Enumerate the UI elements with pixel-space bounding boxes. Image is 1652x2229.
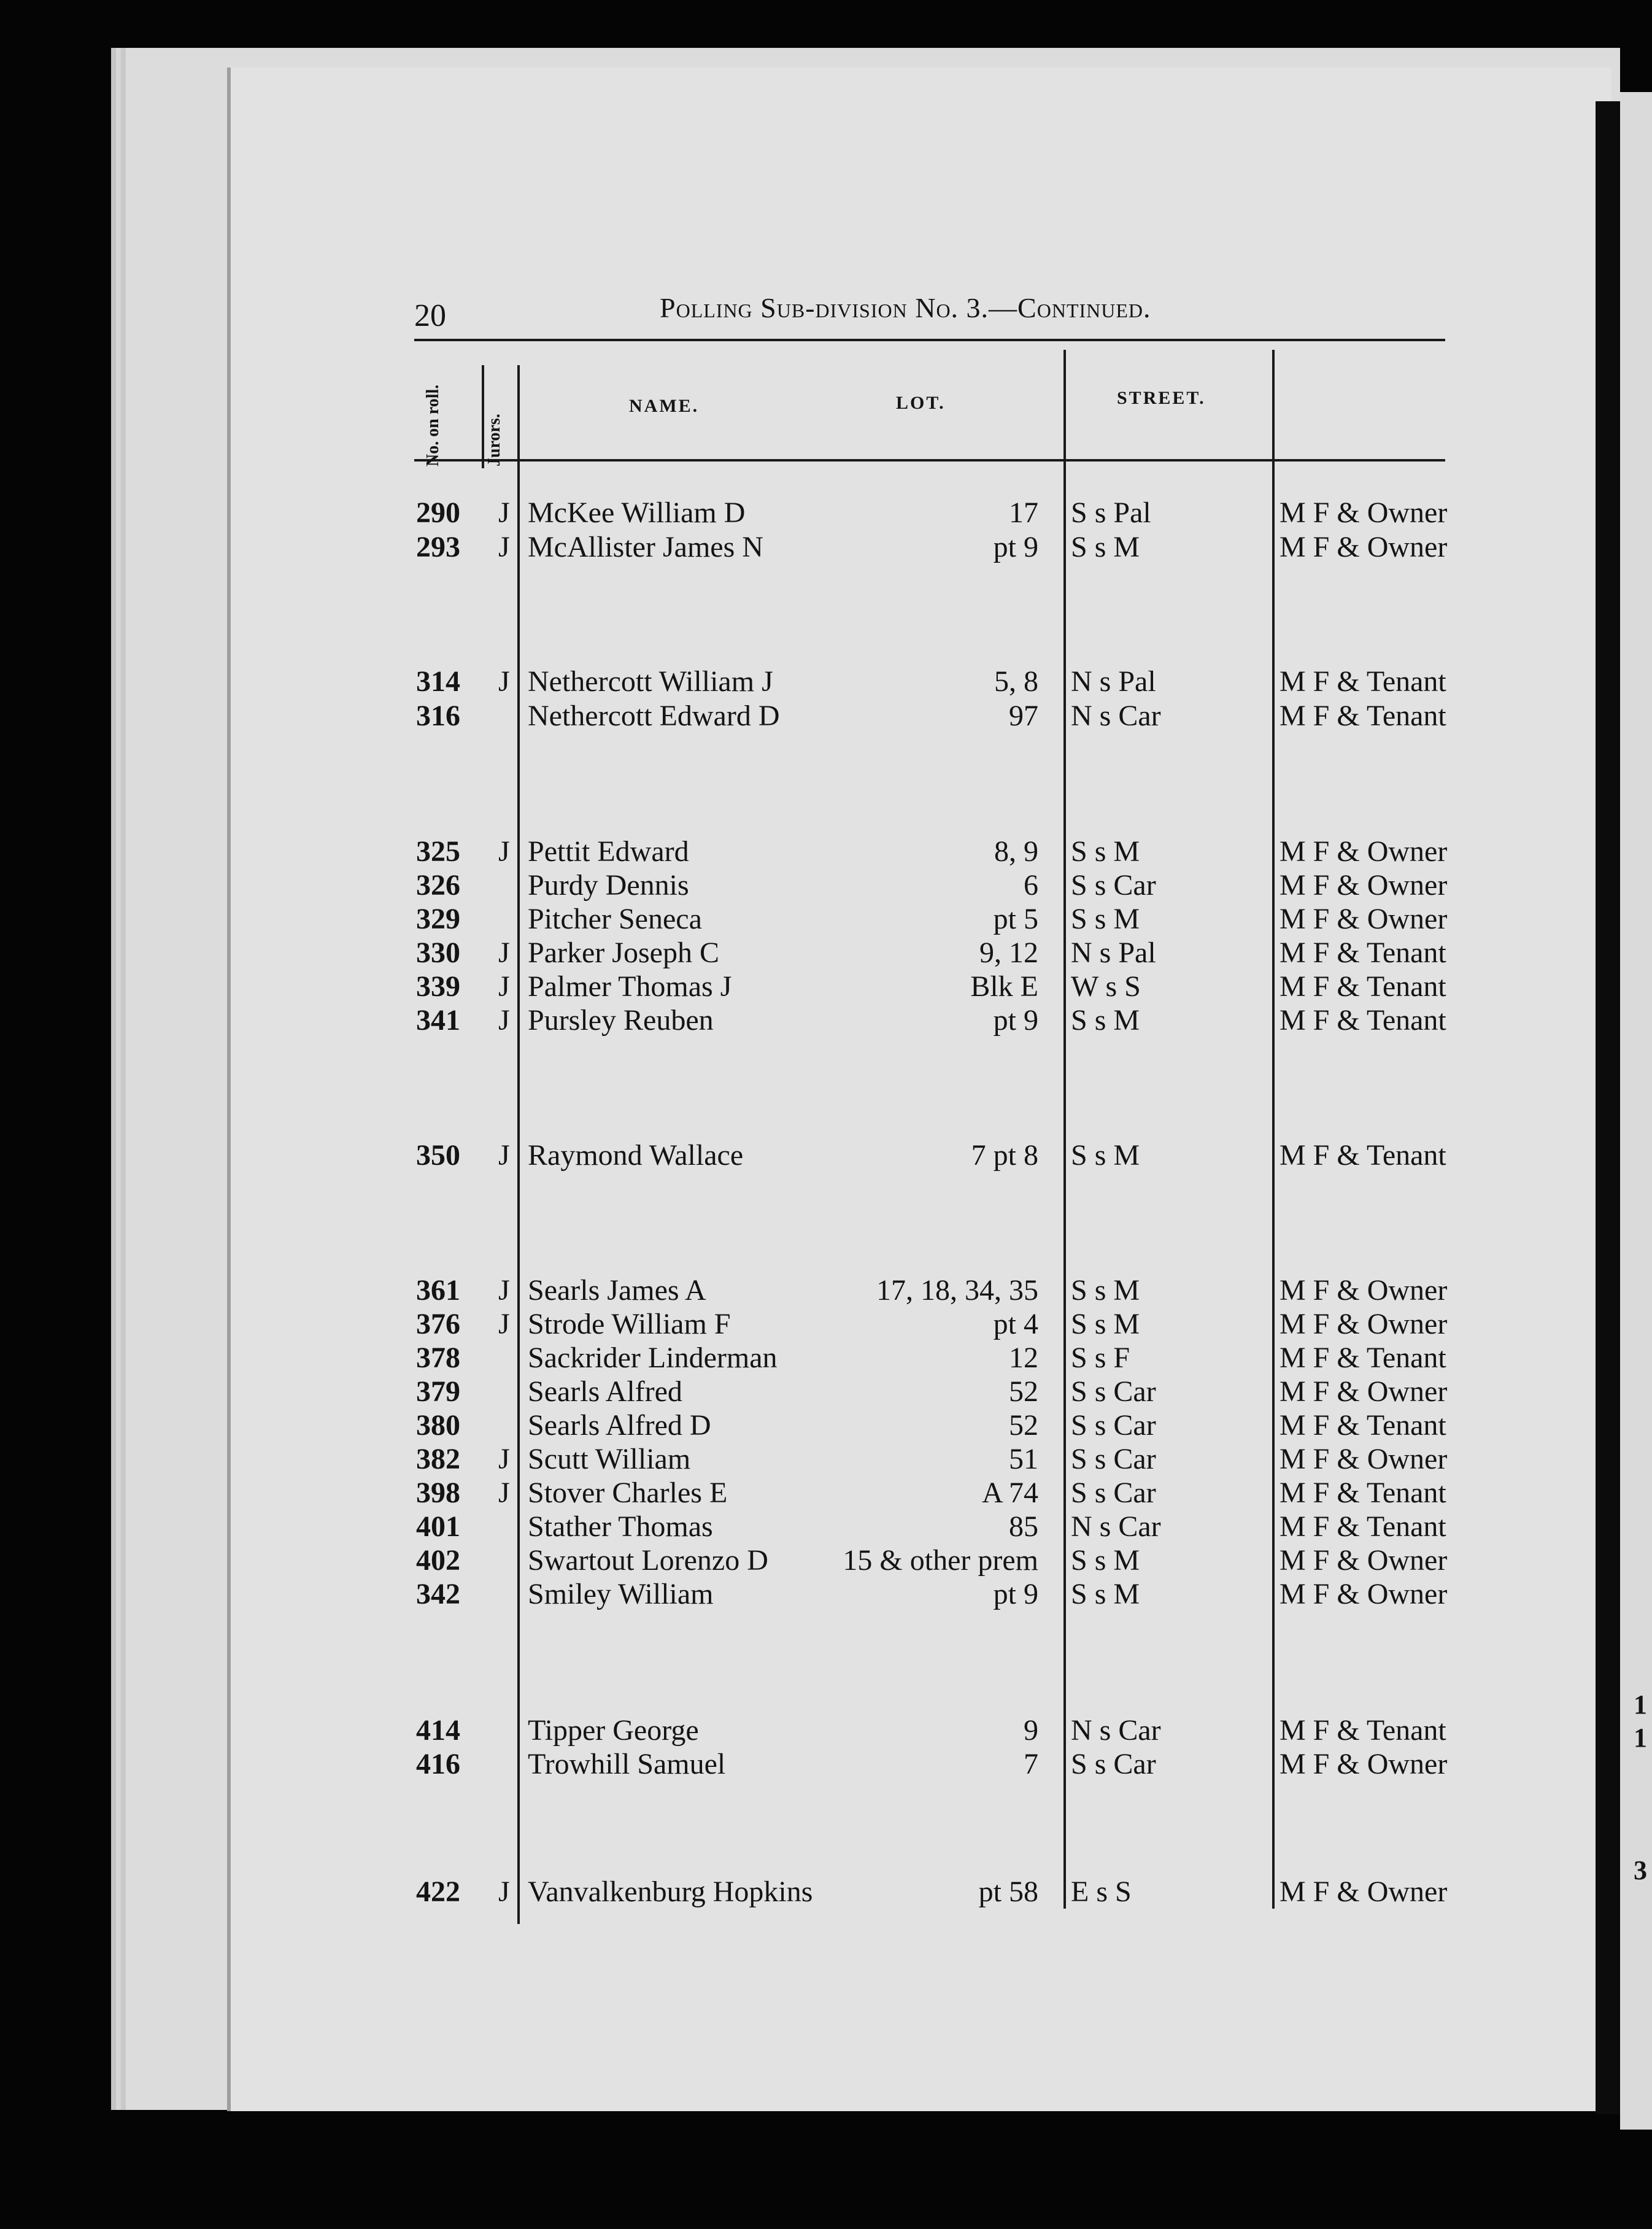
roll-number: 316 xyxy=(416,700,460,732)
header-bottom-rule xyxy=(414,459,1445,462)
voter-name: Pettit Edward xyxy=(528,835,689,868)
header-top-rule xyxy=(414,339,1445,341)
lot: 51 xyxy=(1009,1443,1038,1475)
binding-edge xyxy=(1596,101,1620,2114)
qualification: M F & Tenant xyxy=(1280,1714,1446,1747)
roll-number: 422 xyxy=(416,1876,460,1908)
voter-name: Tipper George xyxy=(528,1714,699,1747)
table-row xyxy=(0,868,1652,905)
qualification: M F & Tenant xyxy=(1280,700,1446,732)
roll-number: 416 xyxy=(416,1748,460,1780)
lot: 97 xyxy=(1009,700,1038,732)
roll-number: 401 xyxy=(416,1510,460,1543)
juror-mark: J xyxy=(498,1443,510,1475)
lot: pt 9 xyxy=(993,1004,1038,1037)
juror-mark: J xyxy=(498,1274,510,1307)
voter-name: Vanvalkenburg Hopkins xyxy=(528,1876,813,1908)
qualification: M F & Owner xyxy=(1280,531,1448,563)
voter-name: McAllister James N xyxy=(528,531,763,563)
qualification: M F & Tenant xyxy=(1280,1477,1446,1509)
street: N s Car xyxy=(1071,1510,1161,1543)
lot: pt 9 xyxy=(993,1578,1038,1610)
lot: pt 5 xyxy=(993,903,1038,935)
table-row xyxy=(0,1341,1652,1378)
document-page xyxy=(227,68,1611,2111)
table-row xyxy=(0,699,1652,736)
voter-name: Pitcher Seneca xyxy=(528,903,702,935)
roll-number: 293 xyxy=(416,531,460,563)
margin-fragment: 3 xyxy=(1634,1855,1647,1885)
roll-number: 326 xyxy=(416,869,460,902)
roll-number: 350 xyxy=(416,1139,460,1172)
header-no-on-roll: No. on roll. xyxy=(423,384,442,466)
lot: 6 xyxy=(1024,869,1038,902)
qualification: M F & Tenant xyxy=(1280,1510,1446,1543)
qualification: M F & Owner xyxy=(1280,496,1448,529)
qualification: M F & Owner xyxy=(1280,1308,1448,1340)
qualification: M F & Owner xyxy=(1280,1544,1448,1577)
roll-number: 378 xyxy=(416,1342,460,1374)
table-row xyxy=(0,1003,1652,1040)
lot: 9 xyxy=(1024,1714,1038,1747)
column-rule-no-jurors xyxy=(482,365,484,468)
voter-name: Parker Joseph C xyxy=(528,937,719,969)
street: S s Car xyxy=(1071,869,1156,902)
voter-name: Searls Alfred D xyxy=(528,1409,711,1442)
lot: 15 & other prem xyxy=(843,1544,1038,1577)
street: S s Car xyxy=(1071,1748,1156,1780)
lot: 12 xyxy=(1009,1342,1038,1374)
lot: pt 4 xyxy=(993,1308,1038,1340)
street: S s Car xyxy=(1071,1477,1156,1509)
header-name: NAME. xyxy=(629,396,700,416)
qualification: M F & Owner xyxy=(1280,869,1448,902)
juror-mark: J xyxy=(498,531,510,563)
column-rule-street xyxy=(1272,350,1275,1909)
qualification: M F & Tenant xyxy=(1280,970,1446,1003)
lot: 17, 18, 34, 35 xyxy=(876,1274,1038,1307)
voter-name: Searls Alfred xyxy=(528,1375,682,1408)
lot: 9, 12 xyxy=(979,937,1038,969)
juror-mark: J xyxy=(498,1004,510,1037)
lot: 5, 8 xyxy=(994,665,1038,698)
roll-number: 361 xyxy=(416,1274,460,1307)
voter-name: McKee William D xyxy=(528,496,746,529)
lot: 8, 9 xyxy=(994,835,1038,868)
voter-name: Stover Charles E xyxy=(528,1477,728,1509)
table-row xyxy=(0,902,1652,939)
qualification: M F & Owner xyxy=(1280,903,1448,935)
lot: pt 9 xyxy=(993,531,1038,563)
juror-mark: J xyxy=(498,1477,510,1509)
table-row xyxy=(0,1375,1652,1412)
voter-name: Pursley Reuben xyxy=(528,1004,714,1037)
roll-number: 376 xyxy=(416,1308,460,1340)
qualification: M F & Owner xyxy=(1280,1578,1448,1610)
street: N s Pal xyxy=(1071,665,1156,698)
lot: pt 58 xyxy=(978,1876,1038,1908)
roll-number: 398 xyxy=(416,1477,460,1509)
qualification: M F & Owner xyxy=(1280,1443,1448,1475)
table-row xyxy=(0,1713,1652,1750)
voter-name: Swartout Lorenzo D xyxy=(528,1544,768,1577)
qualification: M F & Tenant xyxy=(1280,1409,1446,1442)
margin-fragment: 1 xyxy=(1634,1723,1647,1753)
table-row xyxy=(0,1747,1652,1784)
juror-mark: J xyxy=(498,970,510,1003)
street: S s M xyxy=(1071,1308,1140,1340)
street: S s M xyxy=(1071,1274,1140,1307)
street: N s Car xyxy=(1071,700,1161,732)
qualification: M F & Tenant xyxy=(1280,1139,1446,1172)
table-row xyxy=(0,936,1652,973)
next-page-edge xyxy=(1620,92,1652,2130)
table-row xyxy=(0,1510,1652,1547)
roll-number: 329 xyxy=(416,903,460,935)
juror-mark: J xyxy=(498,835,510,868)
juror-mark: J xyxy=(498,665,510,698)
qualification: M F & Owner xyxy=(1280,1375,1448,1408)
running-title: Polling Sub-division No. 3.—Continued. xyxy=(660,292,1151,323)
qualification: M F & Tenant xyxy=(1280,937,1446,969)
voter-name: Nethercott William J xyxy=(528,665,773,698)
roll-number: 314 xyxy=(416,665,460,698)
roll-number: 342 xyxy=(416,1578,460,1610)
voter-name: Searls James A xyxy=(528,1274,706,1307)
street: N s Pal xyxy=(1071,937,1156,969)
table-row xyxy=(0,1408,1652,1445)
street: S s M xyxy=(1071,1578,1140,1610)
lot: 17 xyxy=(1009,496,1038,529)
lot: 52 xyxy=(1009,1409,1038,1442)
voter-name: Scutt William xyxy=(528,1443,691,1475)
voter-name: Trowhill Samuel xyxy=(528,1748,726,1780)
voter-name: Raymond Wallace xyxy=(528,1139,744,1172)
street: S s Car xyxy=(1071,1443,1156,1475)
street: S s Pal xyxy=(1071,496,1151,529)
street: S s M xyxy=(1071,531,1140,563)
juror-mark: J xyxy=(498,1308,510,1340)
lot: 52 xyxy=(1009,1375,1038,1408)
lot: A 74 xyxy=(981,1477,1038,1509)
voter-name: Palmer Thomas J xyxy=(528,970,732,1003)
lot: 7 xyxy=(1024,1748,1038,1780)
table-row xyxy=(0,1138,1652,1175)
qualification: M F & Tenant xyxy=(1280,665,1446,698)
voter-name: Smiley William xyxy=(528,1578,714,1610)
street: S s F xyxy=(1071,1342,1130,1374)
juror-mark: J xyxy=(498,937,510,969)
voter-name: Purdy Dennis xyxy=(528,869,689,902)
column-rule-lot xyxy=(1063,350,1066,1909)
margin-fragment: 1 xyxy=(1634,1690,1647,1720)
lot: 7 pt 8 xyxy=(971,1139,1038,1172)
roll-number: 325 xyxy=(416,835,460,868)
header-jurors: Jurors. xyxy=(485,414,504,466)
roll-number: 341 xyxy=(416,1004,460,1037)
qualification: M F & Owner xyxy=(1280,1876,1448,1908)
roll-number: 330 xyxy=(416,937,460,969)
voter-name: Sackrider Linderman xyxy=(528,1342,778,1374)
street: S s M xyxy=(1071,1139,1140,1172)
table-row xyxy=(0,496,1652,533)
roll-number: 339 xyxy=(416,970,460,1003)
header-street: STREET. xyxy=(1117,388,1206,408)
juror-mark: J xyxy=(498,1139,510,1172)
header-lot: LOT. xyxy=(896,393,946,413)
table-row xyxy=(0,1577,1652,1614)
roll-number: 414 xyxy=(416,1714,460,1747)
street: S s M xyxy=(1071,835,1140,868)
table-row xyxy=(0,1476,1652,1513)
street: N s Car xyxy=(1071,1714,1161,1747)
lot: 85 xyxy=(1009,1510,1038,1543)
qualification: M F & Tenant xyxy=(1280,1004,1446,1037)
street: S s M xyxy=(1071,1544,1140,1577)
page-number: 20 xyxy=(414,298,446,333)
qualification: M F & Owner xyxy=(1280,835,1448,868)
voter-name: Strode William F xyxy=(528,1308,731,1340)
street: S s Car xyxy=(1071,1409,1156,1442)
table-row xyxy=(0,1273,1652,1310)
qualification: M F & Owner xyxy=(1280,1748,1448,1780)
voter-name: Nethercott Edward D xyxy=(528,700,780,732)
table-row xyxy=(0,1307,1652,1344)
roll-number: 380 xyxy=(416,1409,460,1442)
qualification: M F & Tenant xyxy=(1280,1342,1446,1374)
qualification: M F & Owner xyxy=(1280,1274,1448,1307)
table-row xyxy=(0,665,1652,701)
street: W s S xyxy=(1071,970,1141,1003)
lot: Blk E xyxy=(970,970,1038,1003)
roll-number: 379 xyxy=(416,1375,460,1408)
roll-number: 382 xyxy=(416,1443,460,1475)
table-row xyxy=(0,1442,1652,1479)
street: S s M xyxy=(1071,903,1140,935)
roll-number: 290 xyxy=(416,496,460,529)
table-row xyxy=(0,970,1652,1006)
juror-mark: J xyxy=(498,496,510,529)
roll-number: 402 xyxy=(416,1544,460,1577)
juror-mark: J xyxy=(498,1876,510,1908)
table-row xyxy=(0,1875,1652,1912)
voter-name: Stather Thomas xyxy=(528,1510,713,1543)
street: S s M xyxy=(1071,1004,1140,1037)
street: S s Car xyxy=(1071,1375,1156,1408)
table-row xyxy=(0,1543,1652,1580)
street: E s S xyxy=(1071,1876,1132,1908)
table-row xyxy=(0,835,1652,871)
table-row xyxy=(0,530,1652,567)
